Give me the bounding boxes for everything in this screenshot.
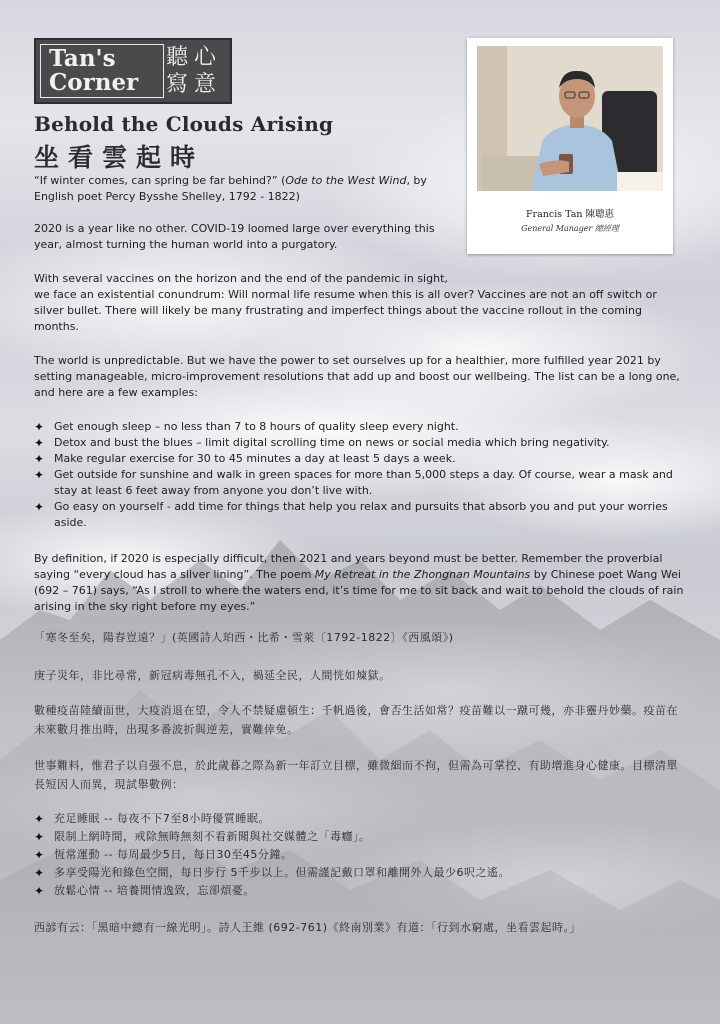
list-item: ✦ Go easy on yourself - add time for things that help you relax and pursuits that absorb you and put your worries aside. — [34, 500, 668, 529]
profile-title: General Manager 總經理 — [521, 224, 619, 233]
four-point-star-icon: ✦ — [34, 436, 45, 450]
list-item: ✦ 多享受陽光和綠色空間，每日步行 5千步以上。但需謹記戴口罩和離開外人最少6呎之遙。 — [34, 866, 510, 880]
profile-name: Francis Tan 陳聰惠 — [525, 209, 615, 220]
chinese-paragraph-1: 「寒冬至矣，陽春豈遠？」(英國詩人珀西・比希・雪萊〔1792-1822〕《西風頌》) — [34, 631, 454, 644]
english-paragraph-2: 2020 is a year like no other. COVID-19 loomed large over everything this year, almost turning the human world into a purgatory. — [34, 222, 435, 251]
english-paragraph-3: With several vaccines on the horizon and the end of the pandemic in sight, we face an existential conundrum: Will normal life resume when this is all over? Vaccines are not an off switch or silver bullet. There will likely be many frustrating and imperfect things about the vaccine rollout in the coming months. — [34, 272, 657, 333]
list-item: ✦ 限制上網時間，戒除無時無刻不看新聞與社交媒體之「毒癮」。 — [34, 830, 371, 844]
portrait-illustration — [477, 46, 663, 191]
four-point-star-icon: ✦ — [34, 468, 45, 482]
four-point-star-icon: ✦ — [34, 848, 45, 862]
list-item: ✦ Get enough sleep – no less than 7 to 8 hours of quality sleep every night. — [34, 420, 459, 434]
profile-photo-card — [467, 38, 673, 254]
chinese-paragraph-4: 世事難料，惟君子以自强不息，於此歲暮之際為新一年訂立目標，雖微細而不拘，但需為可掌控、有助增進身心健康。目標清單長短因人而異，現試舉數例： — [34, 759, 678, 791]
chinese-resolution-list — [34, 810, 684, 900]
four-point-star-icon: ✦ — [34, 866, 45, 880]
article-title-chinese: 坐看雲起時 — [34, 143, 205, 172]
english-paragraph-5: By definition, if 2020 is especially difficult, then 2021 and years beyond must be better. Remember the proverbial saying “every cloud has a silver lining”. The poem My Retreat in the Zhongnan Mountains by Chinese poet Wang Wei (692 – 761) says, “As I stroll to where the waters end, it’s time for me to sit back and wait to behold the clouds of rain arising in the sky right before my eyes.” — [34, 552, 684, 613]
article-title-english: Behold the Clouds Arising — [34, 112, 334, 136]
list-item: ✦ 充足睡眠 -- 每夜不下7至8小時優質睡眠。 — [34, 812, 270, 826]
four-point-star-icon: ✦ — [34, 420, 45, 434]
list-item: ✦ 放鬆心情 -- 培養閒情逸致，忘卻煩憂。 — [34, 884, 255, 898]
list-item: ✦ Make regular exercise for 30 to 45 minutes a day at least 5 days a week. — [34, 452, 456, 466]
logo-english-frame — [40, 44, 164, 98]
four-point-star-icon: ✦ — [34, 884, 45, 898]
four-point-star-icon: ✦ — [34, 500, 45, 514]
english-paragraph-1: “If winter comes, can spring be far behind?” (Ode to the West Wind, by English poet Percy Bysshe Shelley, 1792 - 1822) — [34, 174, 427, 203]
chinese-paragraph-2: 庚子災年，非比尋常，新冠病毒無孔不入，禍延全民，人間恍如煉獄。 — [34, 669, 391, 682]
list-item: ✦ 恆常運動 -- 每周最少5日，每日30至45分鐘。 — [34, 848, 293, 862]
english-paragraph-4: The world is unpredictable. But we have the power to set ourselves up for a healthier, more fulfilled year 2021 by setting manageable, micro-improvement resolutions that add up and boost our wellbeing. The list can be a long one, and here are a few examples: — [34, 354, 680, 399]
four-point-star-icon: ✦ — [34, 812, 45, 826]
four-point-star-icon: ✦ — [34, 452, 45, 466]
list-item: ✦ Get outside for sunshine and walk in green spaces for more than 5,000 steps a day. Of course, wear a mask and stay at least 6 feet away from anyone you don’t live with. — [34, 468, 673, 497]
logo-chinese-text: 聽心 寫意 — [165, 45, 222, 97]
logo-english-text: Tan's Corner — [49, 45, 139, 96]
english-resolution-list — [34, 419, 684, 531]
chinese-paragraph-3: 數種疫苗陸續面世，大疫消退在望，令人不禁疑慮頓生：千帆過後，會否生活如常？疫苗難以一蹴可幾，亦非靈丹妙藥。疫苗在未來數月推出時，出現多番波折與逆差，實難倖免。 — [34, 704, 678, 736]
tans-corner-logo — [34, 38, 232, 104]
list-item: ✦ Detox and bust the blues – limit digital scrolling time on news or social media which bring negativity. — [34, 436, 610, 450]
chinese-paragraph-5: 西諺有云：「黑暗中總有一線光明」。詩人王維 (692-761)《終南別業》有道：「行到水窮處，坐看雲起時。」 — [34, 921, 582, 934]
profile-photo — [477, 46, 663, 191]
four-point-star-icon: ✦ — [34, 830, 45, 844]
